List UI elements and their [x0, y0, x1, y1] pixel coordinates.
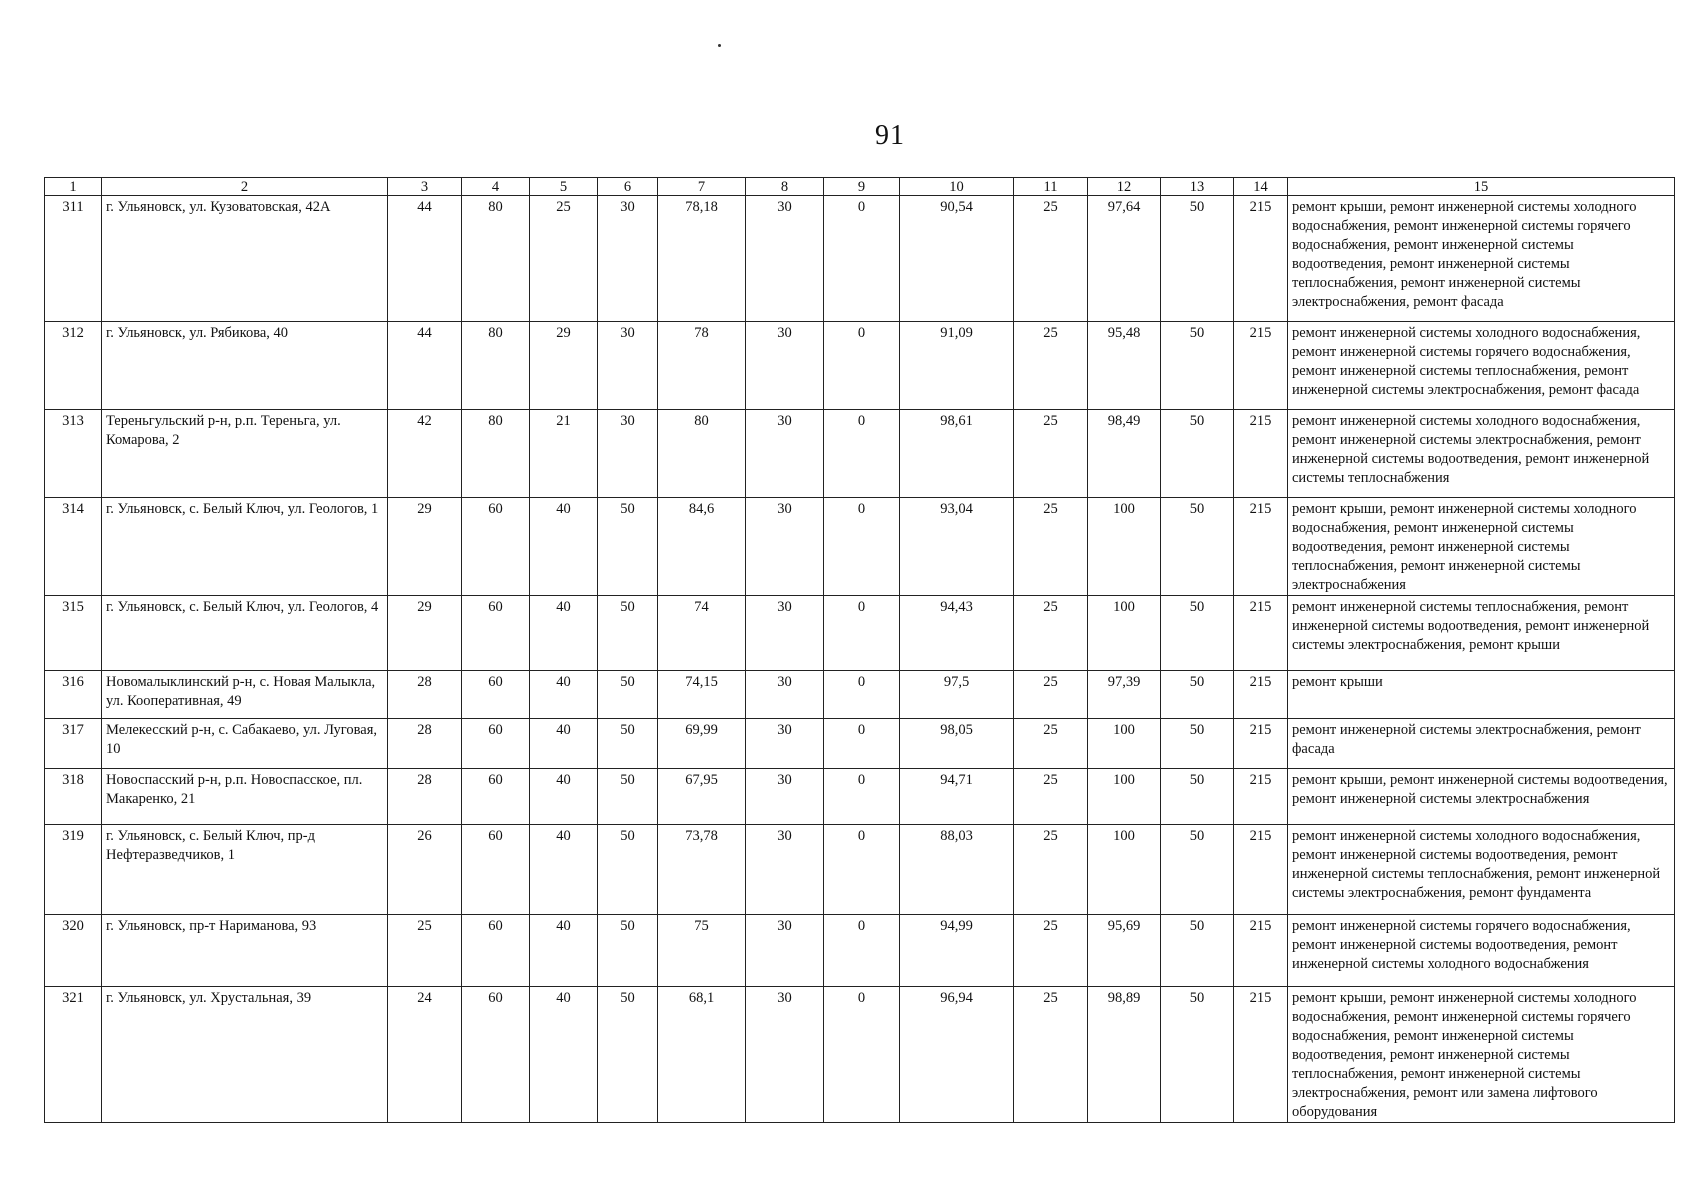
row-value: 50 — [1161, 671, 1234, 719]
row-value: 42 — [388, 410, 462, 498]
row-id: 313 — [45, 410, 102, 498]
header-row — [45, 178, 1675, 196]
row-value: 50 — [1161, 596, 1234, 671]
row-value: 69,99 — [658, 719, 746, 769]
row-value: 0 — [824, 719, 900, 769]
column-header: 7 — [658, 178, 746, 196]
row-address: г. Ульяновск, с. Белый Ключ, ул. Геологов, 4 — [102, 596, 388, 671]
column-header: 1 — [45, 178, 102, 196]
row-value: 73,78 — [658, 825, 746, 915]
row-value: 44 — [388, 322, 462, 410]
row-value: 80 — [462, 410, 530, 498]
row-value: 30 — [746, 498, 824, 596]
table-row — [45, 410, 1675, 498]
row-works: ремонт инженерной системы теплоснабжения, ремонт инженерной системы водоотведения, ремонт инженерной системы электроснабжения, ремонт крыши — [1288, 596, 1675, 671]
row-value: 25 — [1014, 915, 1088, 987]
row-id: 320 — [45, 915, 102, 987]
row-value: 50 — [1161, 498, 1234, 596]
row-id: 314 — [45, 498, 102, 596]
row-value: 98,61 — [900, 410, 1014, 498]
scan-artifact-dot — [718, 44, 721, 47]
row-value: 30 — [746, 769, 824, 825]
row-value: 21 — [530, 410, 598, 498]
row-id: 315 — [45, 596, 102, 671]
row-value: 50 — [1161, 322, 1234, 410]
row-works: ремонт инженерной системы горячего водоснабжения, ремонт инженерной системы водоотведения, ремонт инженерной системы холодного водоснабжения — [1288, 915, 1675, 987]
column-header: 8 — [746, 178, 824, 196]
row-value: 50 — [1161, 196, 1234, 322]
row-value: 97,5 — [900, 671, 1014, 719]
column-header: 2 — [102, 178, 388, 196]
column-header: 10 — [900, 178, 1014, 196]
row-value: 25 — [1014, 671, 1088, 719]
column-header: 13 — [1161, 178, 1234, 196]
row-value: 215 — [1234, 719, 1288, 769]
row-value: 90,54 — [900, 196, 1014, 322]
row-value: 25 — [1014, 596, 1088, 671]
row-value: 98,05 — [900, 719, 1014, 769]
row-value: 25 — [1014, 498, 1088, 596]
row-value: 100 — [1088, 825, 1161, 915]
row-value: 74 — [658, 596, 746, 671]
row-value: 40 — [530, 498, 598, 596]
column-header: 3 — [388, 178, 462, 196]
row-value: 40 — [530, 671, 598, 719]
row-id: 311 — [45, 196, 102, 322]
row-value: 98,49 — [1088, 410, 1161, 498]
row-value: 94,99 — [900, 915, 1014, 987]
row-value: 30 — [746, 915, 824, 987]
row-address: Мелекесский р-н, с. Сабакаево, ул. Луговая, 10 — [102, 719, 388, 769]
row-value: 28 — [388, 769, 462, 825]
row-value: 40 — [530, 596, 598, 671]
row-value: 215 — [1234, 825, 1288, 915]
row-value: 0 — [824, 987, 900, 1123]
row-value: 50 — [1161, 719, 1234, 769]
column-header: 14 — [1234, 178, 1288, 196]
row-value: 0 — [824, 322, 900, 410]
row-value: 215 — [1234, 915, 1288, 987]
column-header: 4 — [462, 178, 530, 196]
row-value: 25 — [388, 915, 462, 987]
row-value: 68,1 — [658, 987, 746, 1123]
row-value: 80 — [462, 322, 530, 410]
row-value: 25 — [1014, 719, 1088, 769]
row-works: ремонт крыши, ремонт инженерной системы холодного водоснабжения, ремонт инженерной системы горячего водоснабжения, ремонт инженерной системы водоотведения, ремонт инженерной системы теплоснабжения, ремонт инженерной системы электроснабжения, ремонт или замена лифтового оборудования — [1288, 987, 1675, 1123]
row-value: 215 — [1234, 671, 1288, 719]
row-value: 215 — [1234, 410, 1288, 498]
row-value: 50 — [1161, 769, 1234, 825]
row-id: 316 — [45, 671, 102, 719]
row-value: 60 — [462, 769, 530, 825]
row-id: 321 — [45, 987, 102, 1123]
row-value: 96,94 — [900, 987, 1014, 1123]
row-value: 0 — [824, 915, 900, 987]
row-value: 50 — [1161, 987, 1234, 1123]
row-value: 25 — [530, 196, 598, 322]
row-value: 30 — [746, 719, 824, 769]
row-value: 84,6 — [658, 498, 746, 596]
table-row — [45, 196, 1675, 322]
row-value: 29 — [530, 322, 598, 410]
row-value: 93,04 — [900, 498, 1014, 596]
row-value: 50 — [598, 596, 658, 671]
row-address: Новомалыклинский р-н, с. Новая Малыкла, ул. Кооперативная, 49 — [102, 671, 388, 719]
row-value: 74,15 — [658, 671, 746, 719]
row-value: 28 — [388, 719, 462, 769]
row-value: 94,43 — [900, 596, 1014, 671]
row-value: 30 — [746, 196, 824, 322]
table-row — [45, 915, 1675, 987]
row-value: 100 — [1088, 719, 1161, 769]
row-id: 318 — [45, 769, 102, 825]
table-row — [45, 322, 1675, 410]
row-value: 25 — [1014, 322, 1088, 410]
row-value: 215 — [1234, 196, 1288, 322]
row-value: 30 — [746, 825, 824, 915]
row-value: 50 — [598, 719, 658, 769]
row-value: 40 — [530, 769, 598, 825]
row-value: 25 — [1014, 769, 1088, 825]
row-value: 95,48 — [1088, 322, 1161, 410]
row-value: 0 — [824, 498, 900, 596]
row-value: 215 — [1234, 596, 1288, 671]
row-address: г. Ульяновск, с. Белый Ключ, пр-д Нефтеразведчиков, 1 — [102, 825, 388, 915]
column-header: 9 — [824, 178, 900, 196]
row-value: 97,64 — [1088, 196, 1161, 322]
row-value: 100 — [1088, 596, 1161, 671]
table-row — [45, 596, 1675, 671]
row-value: 30 — [598, 322, 658, 410]
table-row — [45, 987, 1675, 1123]
row-value: 78,18 — [658, 196, 746, 322]
row-value: 100 — [1088, 769, 1161, 825]
row-address: Тереньгульский р-н, р.п. Тереньга, ул. Комарова, 2 — [102, 410, 388, 498]
row-value: 29 — [388, 498, 462, 596]
row-address: г. Ульяновск, ул. Рябикова, 40 — [102, 322, 388, 410]
row-value: 0 — [824, 596, 900, 671]
row-address: Новоспасский р-н, р.п. Новоспасское, пл. Макаренко, 21 — [102, 769, 388, 825]
row-value: 94,71 — [900, 769, 1014, 825]
row-value: 98,89 — [1088, 987, 1161, 1123]
row-value: 30 — [746, 322, 824, 410]
table-row — [45, 498, 1675, 596]
row-value: 40 — [530, 987, 598, 1123]
row-value: 60 — [462, 596, 530, 671]
row-value: 75 — [658, 915, 746, 987]
row-value: 25 — [1014, 825, 1088, 915]
row-value: 60 — [462, 987, 530, 1123]
row-works: ремонт инженерной системы холодного водоснабжения, ремонт инженерной системы электроснабжения, ремонт инженерной системы водоотведения, ремонт инженерной системы теплоснабжения — [1288, 410, 1675, 498]
row-value: 30 — [746, 410, 824, 498]
row-value: 30 — [746, 596, 824, 671]
row-value: 91,09 — [900, 322, 1014, 410]
row-value: 50 — [598, 915, 658, 987]
row-value: 50 — [598, 498, 658, 596]
column-header: 5 — [530, 178, 598, 196]
row-value: 78 — [658, 322, 746, 410]
row-value: 29 — [388, 596, 462, 671]
row-value: 50 — [598, 987, 658, 1123]
row-works: ремонт крыши, ремонт инженерной системы водоотведения, ремонт инженерной системы электроснабжения — [1288, 769, 1675, 825]
row-value: 97,39 — [1088, 671, 1161, 719]
row-value: 50 — [598, 671, 658, 719]
row-works: ремонт инженерной системы холодного водоснабжения, ремонт инженерной системы горячего водоснабжения, ремонт инженерной системы теплоснабжения, ремонт инженерной системы электроснабжения, ремонт фасада — [1288, 322, 1675, 410]
row-value: 60 — [462, 719, 530, 769]
table-row — [45, 671, 1675, 719]
row-value: 60 — [462, 498, 530, 596]
row-value: 24 — [388, 987, 462, 1123]
row-value: 25 — [1014, 987, 1088, 1123]
row-value: 95,69 — [1088, 915, 1161, 987]
row-works: ремонт крыши — [1288, 671, 1675, 719]
row-value: 0 — [824, 196, 900, 322]
table-row — [45, 769, 1675, 825]
column-header: 11 — [1014, 178, 1088, 196]
row-value: 30 — [746, 671, 824, 719]
row-id: 312 — [45, 322, 102, 410]
row-id: 319 — [45, 825, 102, 915]
row-value: 30 — [598, 410, 658, 498]
row-address: г. Ульяновск, ул. Хрустальная, 39 — [102, 987, 388, 1123]
row-value: 215 — [1234, 322, 1288, 410]
row-value: 44 — [388, 196, 462, 322]
table-row — [45, 825, 1675, 915]
row-value: 40 — [530, 915, 598, 987]
row-value: 40 — [530, 719, 598, 769]
row-value: 0 — [824, 769, 900, 825]
row-works: ремонт инженерной системы электроснабжения, ремонт фасада — [1288, 719, 1675, 769]
registry-table — [44, 177, 1675, 1123]
row-address: г. Ульяновск, пр-т Нариманова, 93 — [102, 915, 388, 987]
row-value: 215 — [1234, 987, 1288, 1123]
row-value: 26 — [388, 825, 462, 915]
row-value: 60 — [462, 825, 530, 915]
row-value: 60 — [462, 671, 530, 719]
page-number: 91 — [875, 120, 905, 151]
row-value: 67,95 — [658, 769, 746, 825]
row-value: 0 — [824, 410, 900, 498]
row-address: г. Ульяновск, с. Белый Ключ, ул. Геологов, 1 — [102, 498, 388, 596]
row-value: 0 — [824, 671, 900, 719]
row-value: 28 — [388, 671, 462, 719]
row-value: 25 — [1014, 196, 1088, 322]
row-value: 50 — [1161, 825, 1234, 915]
row-value: 40 — [530, 825, 598, 915]
row-value: 50 — [598, 825, 658, 915]
row-address: г. Ульяновск, ул. Кузоватовская, 42А — [102, 196, 388, 322]
row-value: 100 — [1088, 498, 1161, 596]
row-value: 0 — [824, 825, 900, 915]
table-row — [45, 719, 1675, 769]
row-value: 80 — [658, 410, 746, 498]
row-value: 215 — [1234, 769, 1288, 825]
row-value: 80 — [462, 196, 530, 322]
row-value: 88,03 — [900, 825, 1014, 915]
row-value: 30 — [746, 987, 824, 1123]
row-value: 215 — [1234, 498, 1288, 596]
row-value: 50 — [1161, 915, 1234, 987]
column-header: 6 — [598, 178, 658, 196]
row-value: 30 — [598, 196, 658, 322]
column-header: 15 — [1288, 178, 1675, 196]
row-value: 50 — [1161, 410, 1234, 498]
row-works: ремонт крыши, ремонт инженерной системы холодного водоснабжения, ремонт инженерной системы водоотведения, ремонт инженерной системы теплоснабжения, ремонт инженерной системы электроснабжения — [1288, 498, 1675, 596]
row-value: 25 — [1014, 410, 1088, 498]
row-works: ремонт инженерной системы холодного водоснабжения, ремонт инженерной системы водоотведения, ремонт инженерной системы теплоснабжения, ремонт инженерной системы электроснабжения, ремонт фундамента — [1288, 825, 1675, 915]
row-value: 60 — [462, 915, 530, 987]
column-header: 12 — [1088, 178, 1161, 196]
row-id: 317 — [45, 719, 102, 769]
row-works: ремонт крыши, ремонт инженерной системы холодного водоснабжения, ремонт инженерной системы горячего водоснабжения, ремонт инженерной системы водоотведения, ремонт инженерной системы теплоснабжения, ремонт инженерной системы электроснабжения, ремонт фасада — [1288, 196, 1675, 322]
row-value: 50 — [598, 769, 658, 825]
